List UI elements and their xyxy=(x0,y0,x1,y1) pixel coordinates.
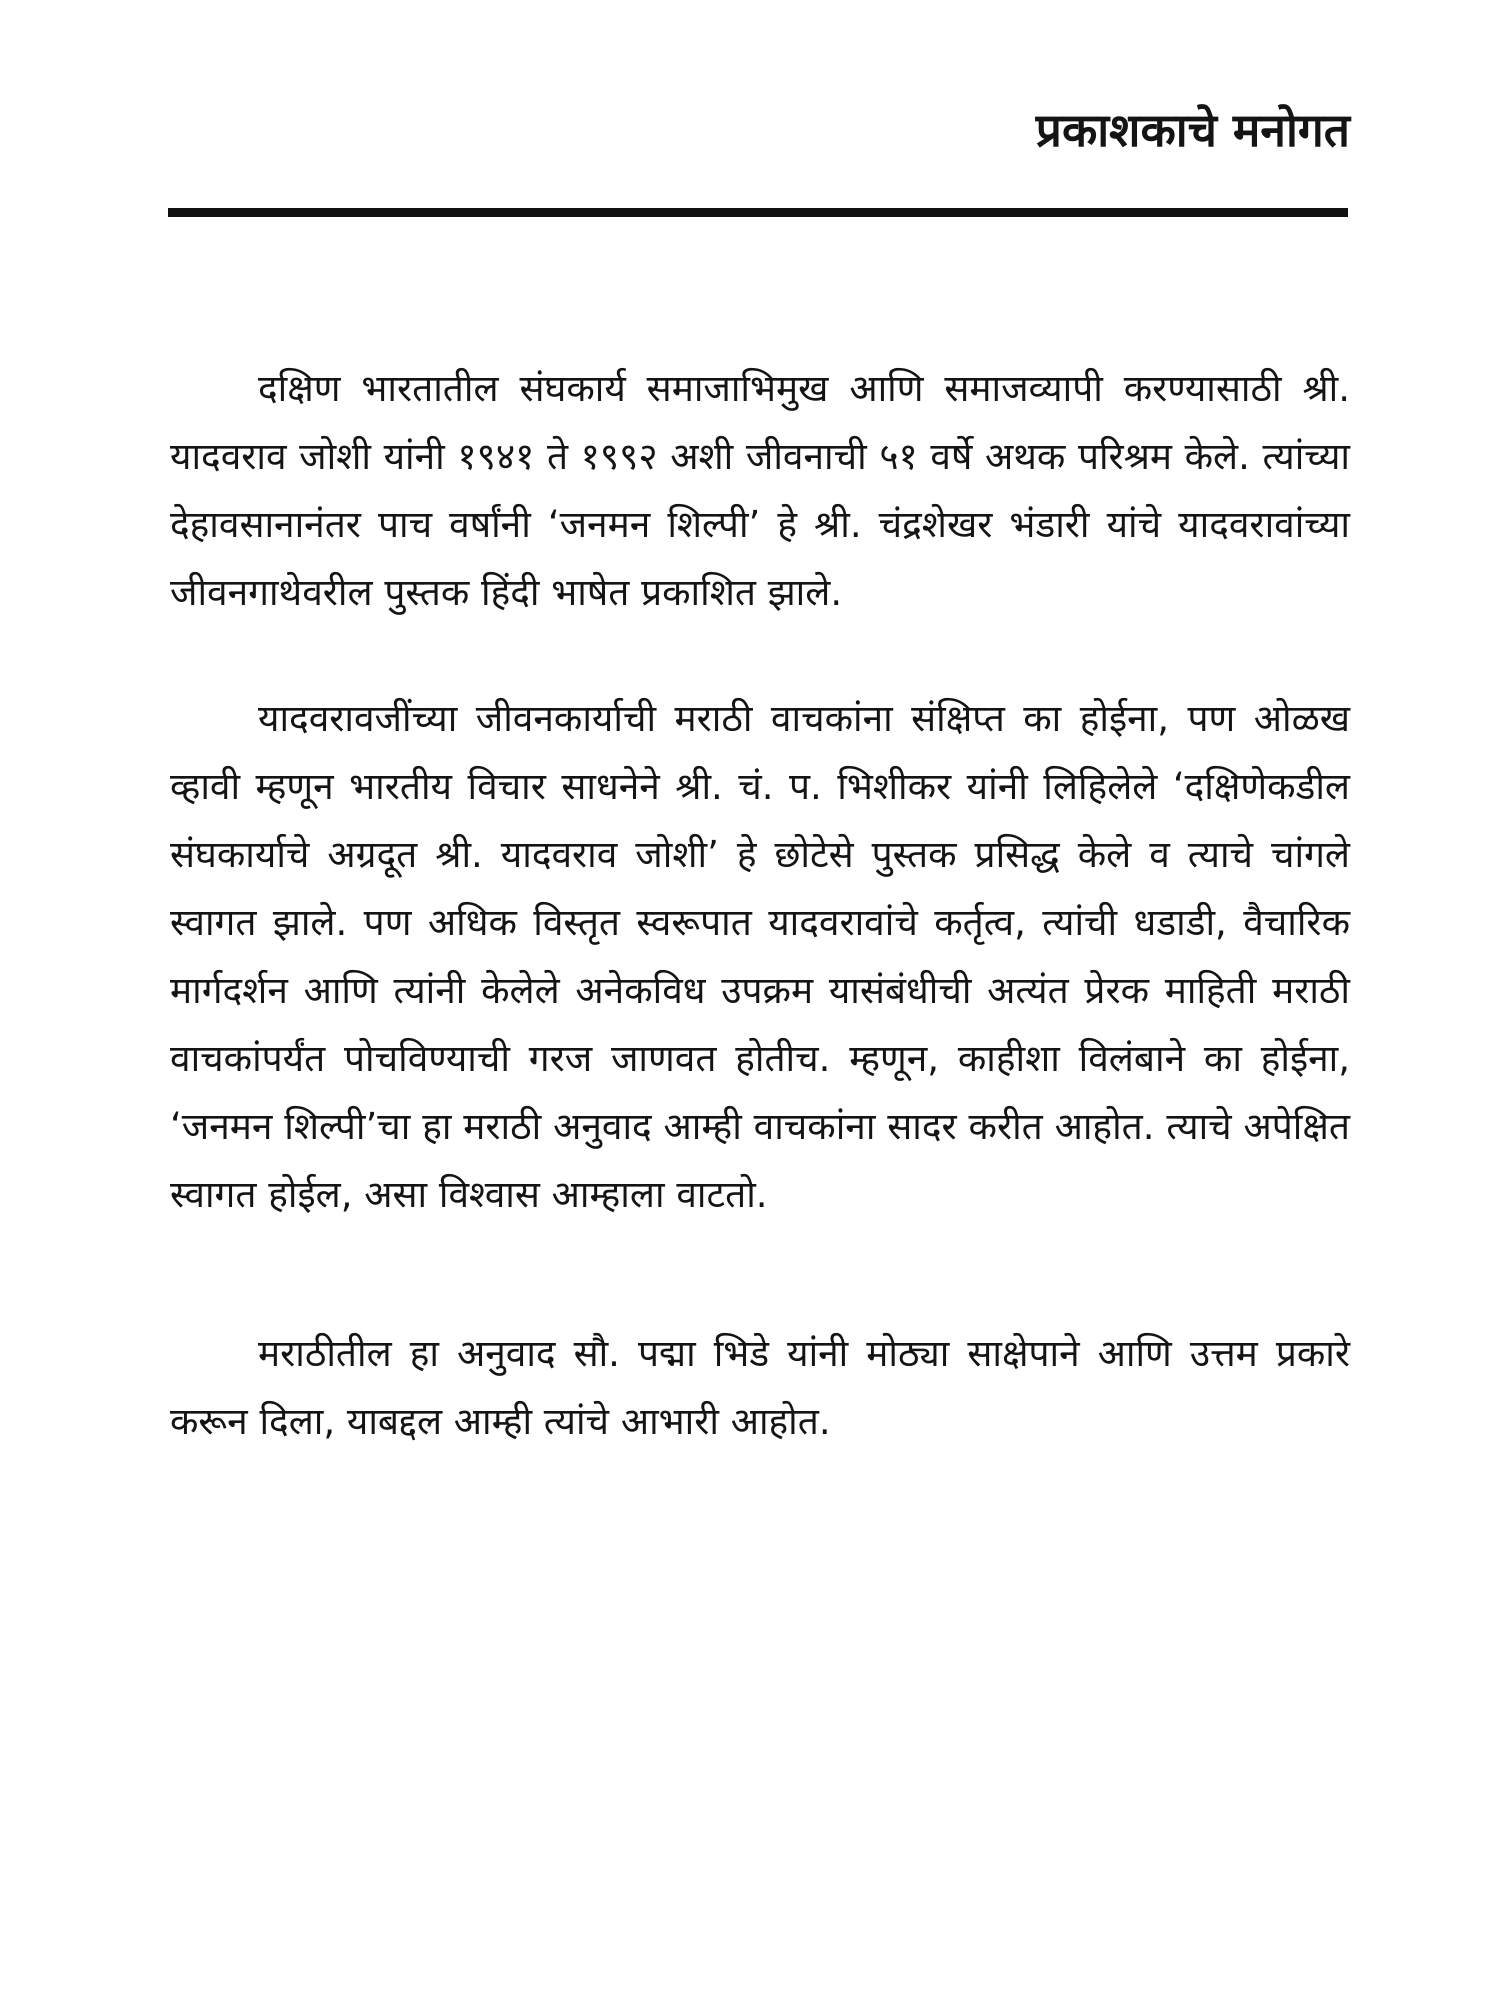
paragraph-3-block xyxy=(170,1320,1350,1456)
paragraph-1: दक्षिण भारतातील संघकार्य समाजाभिमुख आणि समाजव्यापी करण्यासाठी श्री. यादवराव जोशी यांनी १९४१ ते १९९२ अशी जीवनाची ५१ वर्षे अथक परिश्रम केले. त्यांच्या देहावसानानंतर पाच वर्षांनी ‘जनमन शिल्पी’ हे श्री. चंद्रशेखर भंडारी यांचे यादवरावांच्या जीवनगाथेवरील पुस्तक हिंदी भाषेत प्रकाशित झाले. xyxy=(170,367,1350,614)
paragraph-2: यादवरावजींच्या जीवनकार्याची मराठी वाचकांना संक्षिप्त का होईना, पण ओळख व्हावी म्हणून भारतीय विचार साधनेने श्री. चं. प. भिशीकर यांनी लिहिलेले ‘दक्षिणेकडील संघकार्याचे अग्रदूत श्री. यादवराव जोशी’ हे छोटेसे पुस्तक प्रसिद्ध केले व त्याचे चांगले स्वागत झाले. पण अधिक विस्तृत स्वरूपात यादवरावांचे कर्तृत्व, त्यांची धडाडी, वैचारिक मार्गदर्शन आणि त्यांनी केलेले अनेकविध उपक्रम यासंबंधीची अत्यंत प्रेरक माहिती मराठी वाचकांपर्यंत पोचविण्याची गरज जाणवत होतीच. म्हणून, काहीशा विलंबाने का होईना, ‘जनमन शिल्पी’चा हा मराठी अनुवाद आम्ही वाचकांना सादर करीत आहोत. त्याचे अपेक्षित स्वागत होईल, असा विश्वास आम्हाला वाटतो. xyxy=(170,697,1350,1216)
paragraph-2-block xyxy=(170,685,1350,1229)
paragraph-3: मराठीतील हा अनुवाद सौ. पद्मा भिडे यांनी मोठ्या साक्षेपाने आणि उत्तम प्रकारे करून दिला, याबद्दल आम्ही त्यांचे आभारी आहोत. xyxy=(170,1332,1350,1443)
heading-divider xyxy=(168,208,1348,217)
paragraph-1-block xyxy=(170,355,1350,627)
page-title: प्रकाशकाचे मनोगत xyxy=(1035,103,1350,157)
